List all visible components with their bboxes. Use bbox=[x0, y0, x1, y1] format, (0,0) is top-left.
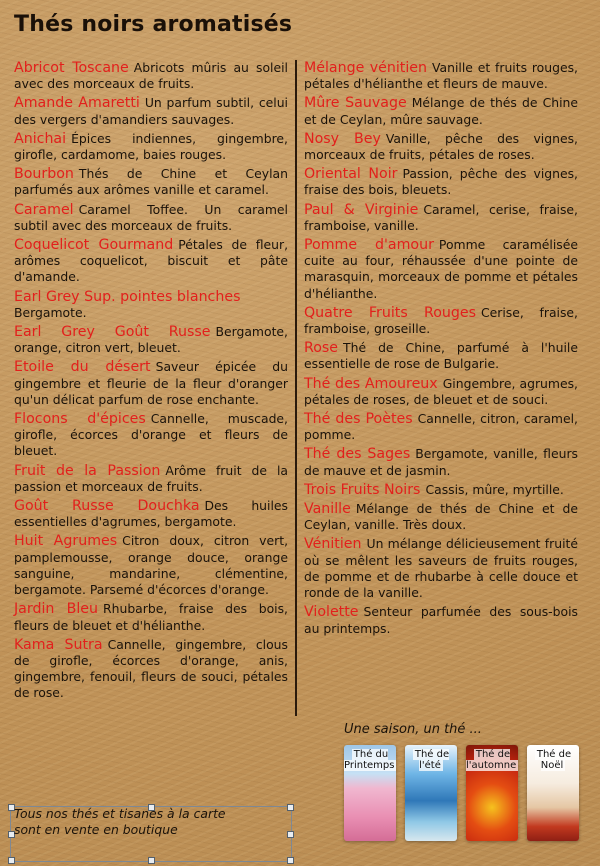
tea-entry bbox=[304, 60, 578, 92]
tea-name: Earl Grey Goût Russe bbox=[14, 324, 211, 341]
spring-tea-card bbox=[344, 745, 396, 841]
tea-entry bbox=[14, 463, 288, 495]
footer-line: Tous nos thés et tisanes à la carte bbox=[14, 806, 226, 821]
tea-entry bbox=[304, 305, 578, 337]
tea-name: Oriental Noir bbox=[304, 166, 398, 183]
tea-entry bbox=[14, 131, 288, 163]
autumn-tea-card bbox=[466, 745, 518, 841]
footer-note bbox=[14, 806, 226, 838]
tea-name: Mûre Sauvage bbox=[304, 95, 407, 112]
tea-description: Cassis, mûre, myrtille. bbox=[425, 481, 564, 497]
tea-name: Earl Grey Sup. pointes blanches bbox=[14, 288, 241, 305]
tea-entry bbox=[304, 202, 578, 234]
tea-name: Kama Sutra bbox=[14, 636, 103, 653]
tea-description: Cannelle, citron, caramel, pomme. bbox=[304, 411, 578, 443]
tea-description: Citron doux, citron vert, pamplemousse, orange douce, orange sanguine, mandarine, clémentine, bergamote. Parsemé d'écorces d'orange. bbox=[14, 533, 289, 598]
tea-name: Vanille bbox=[304, 501, 351, 518]
tea-description: Thé de Chine, parfumé à l'huile essentielle de rose de Bulgarie. bbox=[304, 340, 578, 372]
tea-name: Mélange vénitien bbox=[304, 60, 427, 76]
tea-name: Rose bbox=[304, 340, 339, 357]
tea-name: Quatre Fruits Rouges bbox=[304, 304, 476, 321]
tea-entry bbox=[304, 604, 578, 636]
resize-handle[interactable] bbox=[148, 857, 155, 864]
tea-description: Bergamote, vanille, fleurs de mauve et de jasmin. bbox=[304, 446, 579, 478]
tea-description: Pomme caramélisée cuite au four, réhaussée d'une pointe de marasquin, morceaux de pomme et pétales d'hélianthe. bbox=[304, 237, 578, 301]
tea-entry bbox=[14, 533, 288, 598]
tea-name: Trois Fruits Noirs bbox=[304, 481, 421, 498]
tea-name: Thé des Poètes bbox=[304, 411, 413, 428]
tea-entry bbox=[14, 289, 288, 321]
tea-description: Des huiles essentielles d'agrumes, bergamote. bbox=[14, 498, 288, 530]
tea-entry bbox=[14, 601, 288, 633]
page-title: Thés noirs aromatisés bbox=[14, 12, 293, 37]
resize-handle[interactable] bbox=[8, 857, 15, 864]
tea-entry bbox=[14, 166, 288, 198]
tea-name: Caramel bbox=[14, 201, 74, 218]
tea-name: Bourbon bbox=[14, 166, 74, 183]
tea-entry bbox=[304, 131, 578, 163]
tea-name: Thé des Amoureux bbox=[304, 375, 438, 392]
season-caption: Une saison, un thé ... bbox=[344, 722, 482, 737]
tea-entry bbox=[304, 166, 578, 198]
tea-list-right bbox=[304, 60, 578, 640]
tea-description: Pétales de fleur, arômes coquelicot, biscuit et pâte d'amande. bbox=[14, 237, 289, 285]
tea-description: Bergamote, orange, citron vert, bleuet. bbox=[14, 324, 288, 356]
tea-name: Thé des Sages bbox=[304, 446, 411, 463]
tea-description: Cerise, fraise, framboise, groseille. bbox=[304, 304, 578, 337]
tea-name: Fruit de la Passion bbox=[14, 462, 161, 479]
tea-entry bbox=[304, 340, 578, 372]
tea-entry bbox=[14, 60, 288, 92]
tea-entry bbox=[14, 202, 288, 234]
tea-description: Caramel, cerise, fraise, framboise, vanille. bbox=[304, 201, 578, 233]
tea-entry bbox=[304, 376, 578, 408]
tea-description: Vanille et fruits rouges, pétales d'hélianthe et fleurs de mauve. bbox=[304, 60, 579, 92]
tea-name: Coquelicot Gourmand bbox=[14, 237, 174, 254]
tea-entry bbox=[304, 446, 578, 478]
tea-entry bbox=[14, 498, 288, 530]
christmas-tea-card bbox=[527, 745, 579, 841]
tea-entry bbox=[304, 237, 578, 302]
tea-description: Épices indiennes, gingembre, girofle, cardamome, baies rouges. bbox=[14, 130, 288, 163]
tea-entry bbox=[14, 411, 288, 460]
tea-name: Abricot Toscane bbox=[14, 60, 129, 76]
tea-name: Goût Russe Douchka bbox=[14, 498, 200, 515]
tea-name: Anichai bbox=[14, 130, 67, 147]
tea-entry bbox=[304, 411, 578, 443]
tea-description: Mélange de thés de Chine et de Ceylan, vanille. Très doux. bbox=[304, 501, 578, 533]
tea-description: Bergamote. bbox=[14, 304, 87, 320]
tea-description: Arôme fruit de la passion et morceaux de fruits. bbox=[14, 462, 288, 494]
tea-entry bbox=[14, 324, 288, 356]
tea-description: Vanille, pêche des vignes, morceaux de fruits, pétales de roses. bbox=[304, 130, 578, 163]
tea-description: Senteur parfumée des sous-bois au printemps. bbox=[304, 604, 578, 636]
tea-name: Jardin Bleu bbox=[14, 601, 98, 618]
tea-entry bbox=[14, 237, 288, 286]
tea-description: Un parfum subtil, celui des vergers d'amandiers sauvages. bbox=[14, 95, 288, 127]
tea-name: Pomme d'amour bbox=[304, 237, 434, 254]
tea-description: Thés de Chine et Ceylan parfumés aux arômes vanille et caramel. bbox=[14, 166, 288, 198]
tea-list-left bbox=[14, 60, 288, 705]
card-label: Thé de l'été bbox=[414, 749, 450, 771]
tea-name: Vénitien bbox=[304, 536, 362, 553]
tea-entry bbox=[14, 95, 288, 127]
tea-entry bbox=[304, 536, 578, 601]
card-label: Thé de l'automne bbox=[466, 749, 517, 771]
tea-description: Saveur épicée du gingembre et fleurie de la fleur d'oranger qu'un délicat parfum de rose enchante. bbox=[14, 359, 289, 407]
tea-name: Etoile du désert bbox=[14, 359, 151, 376]
tea-entry bbox=[14, 637, 288, 702]
tea-name: Flocons d'épices bbox=[14, 411, 146, 428]
tea-description: Cannelle, gingembre, clous de girofle, écorces d'orange, anis, gingembre, fenouil, fleurs de souci, pétales de rose. bbox=[14, 636, 288, 701]
resize-handle[interactable] bbox=[287, 857, 294, 864]
card-label: Thé du Printemps bbox=[344, 749, 395, 771]
tea-description: Un mélange délicieusement fruité où se mêlent les saveurs de fruits rouges, de pomme et de rhubarbe à celle douce et ronde de la vanille. bbox=[304, 536, 578, 601]
resize-handle[interactable] bbox=[287, 804, 294, 811]
tea-name: Amande Amaretti bbox=[14, 95, 140, 112]
tea-entry bbox=[304, 501, 578, 533]
tea-description: Gingembre, agrumes, pétales de roses, de bleuet et de souci. bbox=[304, 375, 578, 407]
column-divider bbox=[295, 60, 297, 716]
tea-description: Cannelle, muscade, girofle, écorces d'orange et fleurs de bleuet. bbox=[14, 411, 288, 459]
tea-description: Abricots mûris au soleil avec des morceaux de fruits. bbox=[14, 60, 288, 92]
tea-name: Huit Agrumes bbox=[14, 533, 118, 550]
tea-name: Nosy Bey bbox=[304, 130, 381, 147]
resize-handle[interactable] bbox=[287, 831, 294, 838]
tea-description: Caramel Toffee. Un caramel subtil avec des morceaux de fruits. bbox=[14, 201, 288, 233]
tea-description: Mélange de thés de Chine et de Ceylan, mûre sauvage. bbox=[304, 95, 578, 127]
footer-line: sont en vente en boutique bbox=[14, 822, 178, 837]
tea-name: Paul & Virginie bbox=[304, 201, 419, 218]
tea-description: Rhubarbe, fraise des bois, fleurs de bleuet et d'hélianthe. bbox=[14, 601, 288, 633]
tea-entry bbox=[304, 482, 578, 498]
card-label: Thé de Noël bbox=[536, 749, 572, 771]
tea-entry bbox=[304, 95, 578, 127]
tea-entry bbox=[14, 359, 288, 408]
summer-tea-card bbox=[405, 745, 457, 841]
tea-description: Passion, pêche des vignes, fraise des bois, bleuets. bbox=[304, 166, 578, 198]
tea-name: Violette bbox=[304, 604, 359, 621]
